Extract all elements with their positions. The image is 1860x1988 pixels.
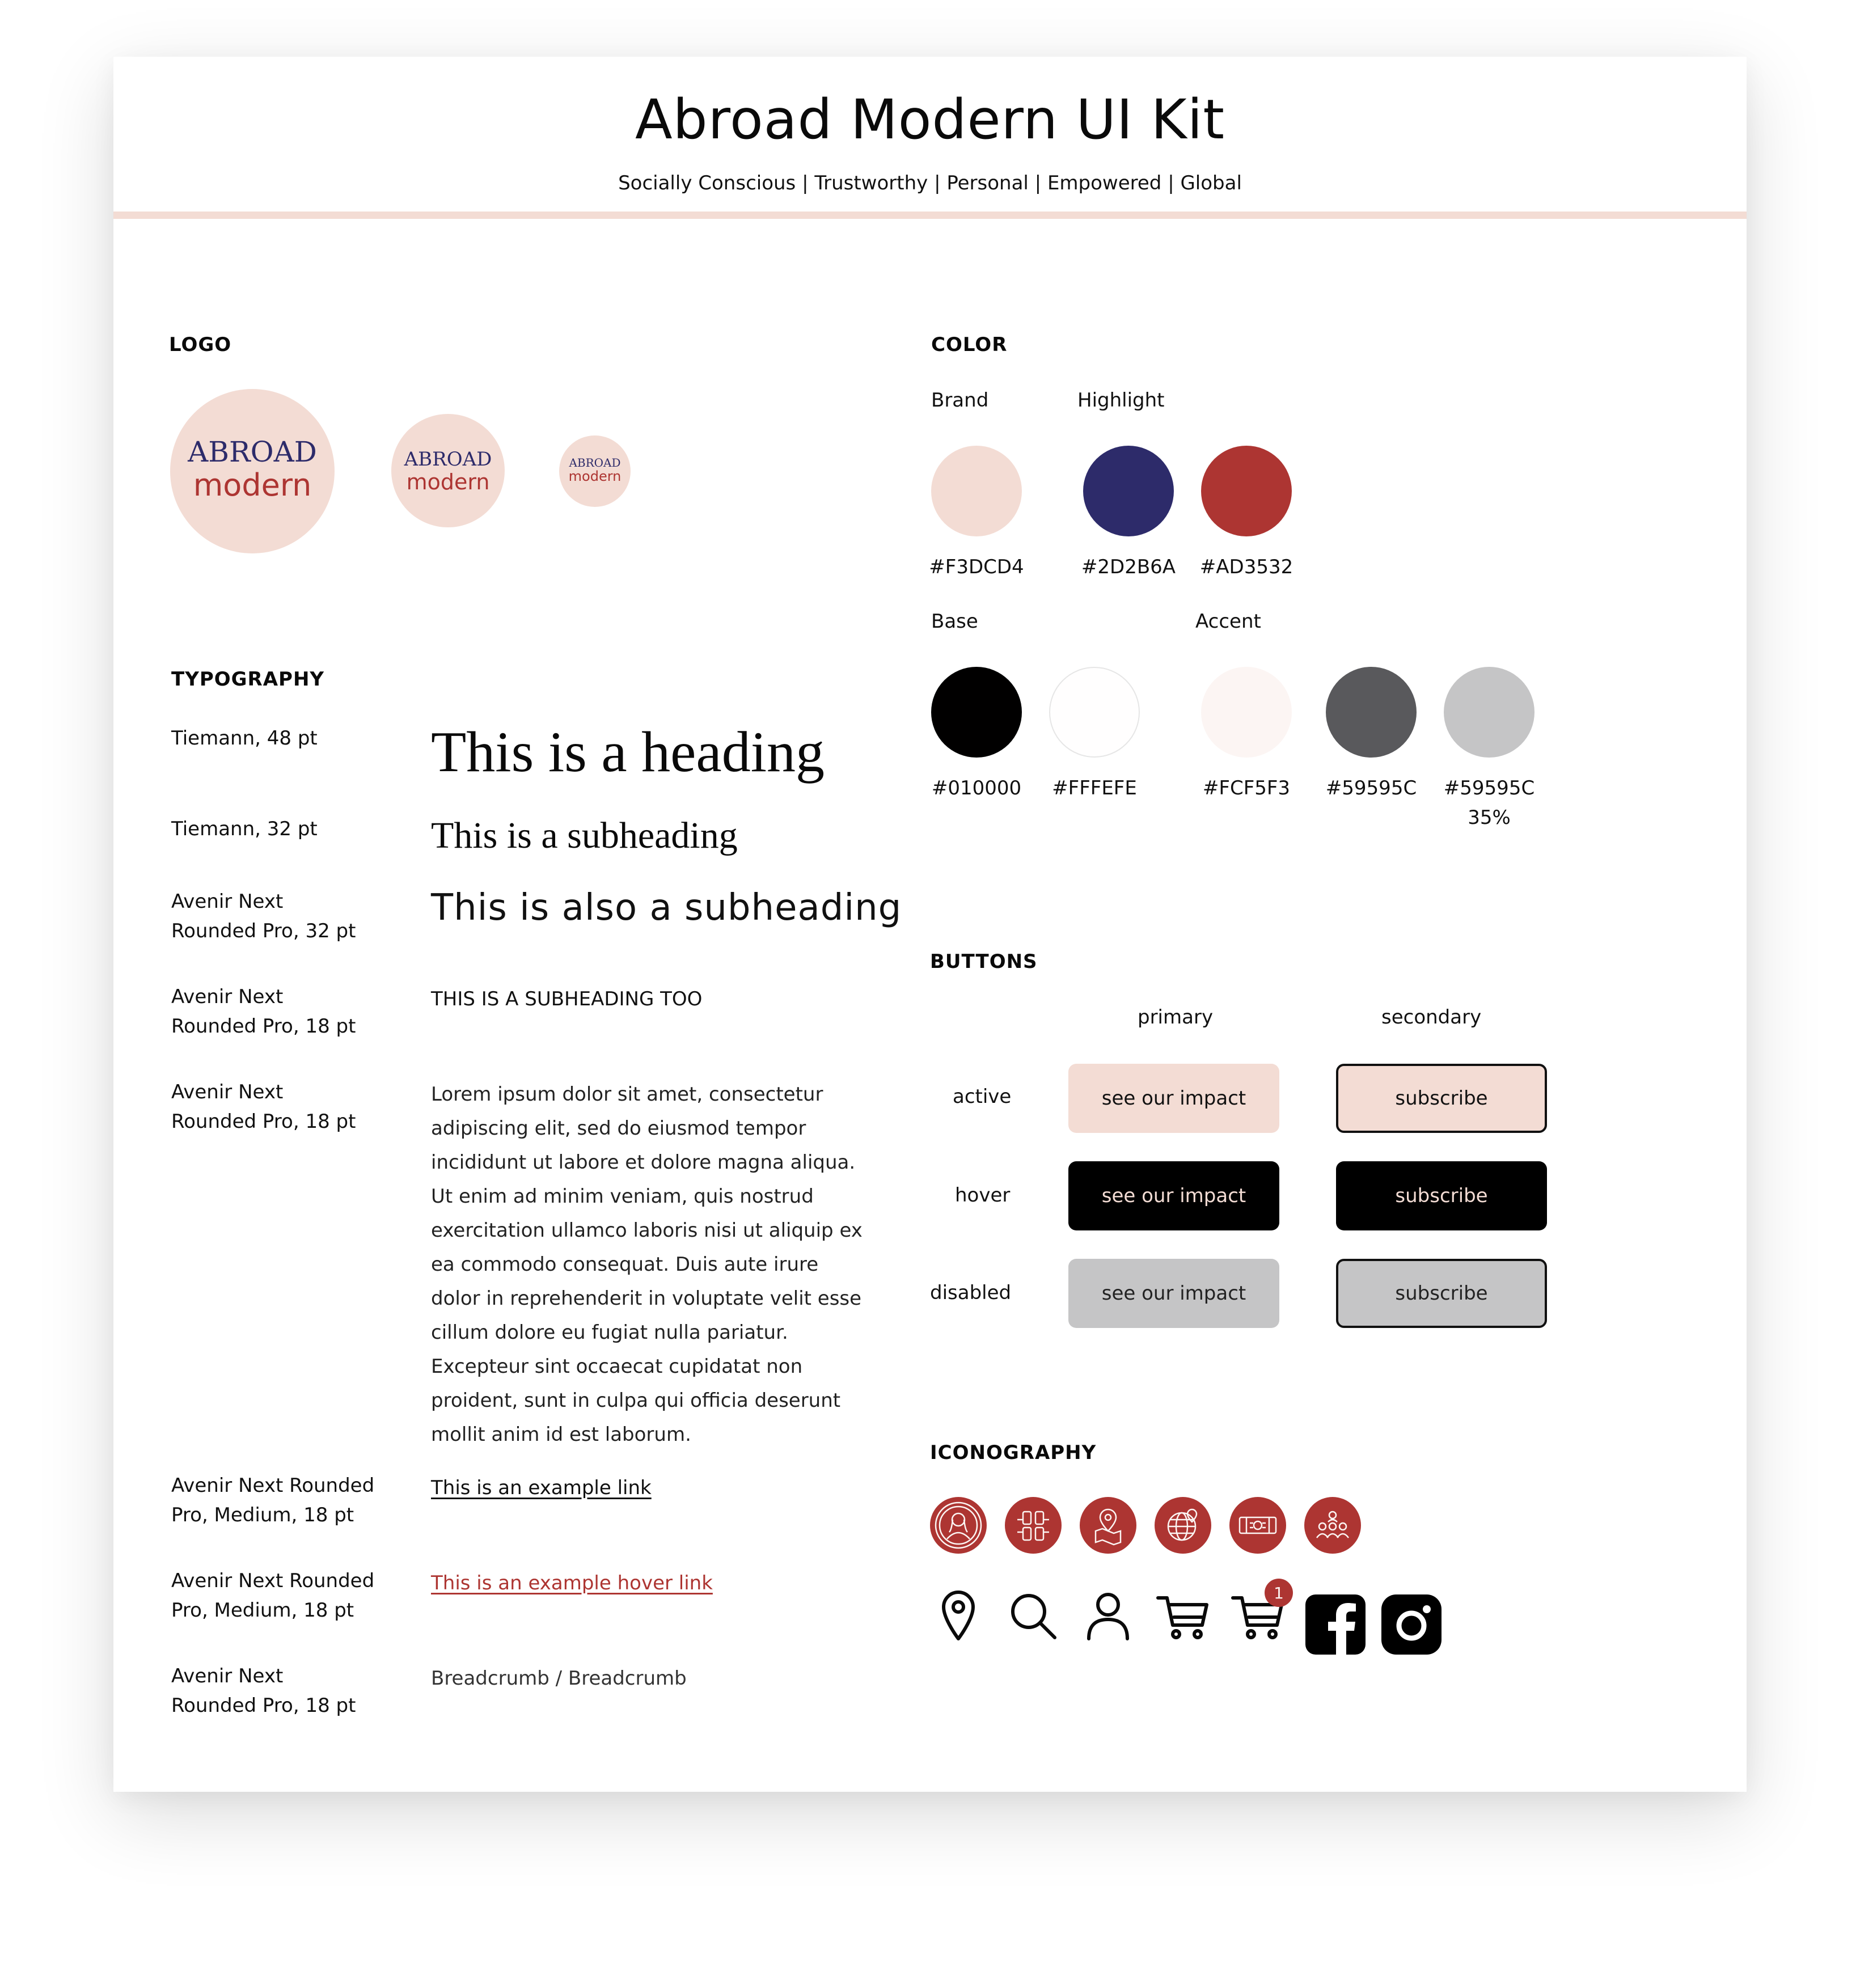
logo-word-abroad: ABROAD — [188, 435, 317, 468]
state-label-active: active — [953, 1085, 1012, 1108]
type-spec-label: Tiemann, 32 pt — [171, 818, 318, 840]
hex-label: #AD3532 — [1199, 556, 1293, 578]
map-pin-icon — [1080, 1497, 1136, 1554]
swatch-accent-blush — [1201, 667, 1292, 758]
type-spec-label: Tiemann, 48 pt — [171, 727, 318, 750]
woman-portrait-icon — [930, 1497, 987, 1554]
type-spec-label: Avenir Next Rounded Pro, 32 pt — [171, 890, 356, 942]
logo-medium — [391, 414, 505, 527]
hex-label: #FCF5F3 — [1202, 777, 1291, 800]
example-hover-link[interactable]: This is an example hover link — [431, 1572, 713, 1594]
group-people-icon — [1304, 1497, 1361, 1554]
primary-button-active[interactable]: see our impact — [1068, 1064, 1279, 1133]
secondary-column-label: secondary — [1381, 1006, 1482, 1029]
state-label-hover: hover — [955, 1184, 1011, 1207]
primary-button-hover[interactable]: see our impact — [1068, 1161, 1279, 1230]
header-divider — [113, 212, 1747, 219]
ui-kit-sheet — [113, 57, 1747, 1792]
cart-count-badge: 1 — [1265, 1579, 1293, 1607]
logo-word-abroad: ABROAD — [569, 456, 621, 469]
hex-label: #59595C — [1325, 777, 1417, 800]
globe-icon — [1155, 1497, 1211, 1554]
primary-button-disabled: see our impact — [1068, 1259, 1279, 1328]
type-spec-label: Avenir Next Rounded Pro, Medium, 18 pt — [171, 1570, 375, 1622]
swatch-base-black — [931, 667, 1022, 758]
swatch-accent-gray — [1326, 667, 1417, 758]
swatch-highlight-red — [1201, 446, 1292, 536]
body-text-sample: Lorem ipsum dolor sit amet, consectetur adipiscing elit, sed do eiusmod tempor incididunt ut labore et dolore magna aliqua. Ut enim ad minim veniam, quis nostrud exercitation ullamco laboris nisi ut aliquip ex ea commodo consequat. Duis aute irure dolor in reprehenderit in voluptate velit esse cillum dolore eu fugiat nulla pariatur. Excepteur sint occaecat cupidatat non proident, sunt in culpa qui officia deserunt mollit anim id est laborum. — [431, 1083, 863, 1446]
uppercase-subheading-sample: THIS IS A SUBHEADING TOO — [431, 988, 703, 1010]
logo-section-title: LOGO — [169, 333, 232, 356]
opacity-label: 35% — [1468, 806, 1511, 829]
hex-label: #2D2B6A — [1081, 556, 1176, 578]
accent-group-label: Accent — [1195, 610, 1261, 633]
instagram-icon[interactable] — [1380, 1593, 1443, 1656]
primary-column-label: primary — [1138, 1006, 1214, 1029]
typography-section-title: TYPOGRAPHY — [171, 668, 325, 691]
ticket-icon — [1229, 1497, 1286, 1554]
logo-word-modern: modern — [568, 468, 622, 484]
brand-group-label: Brand — [931, 389, 989, 412]
swatch-base-white — [1049, 667, 1140, 758]
secondary-button-active[interactable]: subscribe — [1336, 1064, 1547, 1133]
cart-icon[interactable] — [1155, 1588, 1211, 1644]
secondary-button-hover[interactable]: subscribe — [1336, 1161, 1547, 1230]
page-title: Abroad Modern UI Kit — [635, 88, 1225, 151]
brand-attributes: Socially Conscious | Trustworthy | Personal | Empowered | Global — [618, 172, 1242, 194]
swatch-accent-gray-35 — [1444, 667, 1534, 758]
logo-small — [559, 435, 631, 507]
state-label-disabled: disabled — [930, 1281, 1012, 1304]
logo-word-modern: modern — [193, 467, 312, 503]
rounded-subheading-sample: This is also a subheading — [431, 887, 902, 929]
base-group-label: Base — [931, 610, 978, 633]
hands-together-icon — [1005, 1497, 1062, 1554]
type-spec-label: Avenir Next Rounded Pro, 18 pt — [171, 1665, 356, 1717]
logo-word-abroad: ABROAD — [404, 448, 492, 471]
type-spec-label: Avenir Next Rounded Pro, 18 pt — [171, 985, 356, 1038]
logo-large — [170, 389, 335, 553]
example-link[interactable]: This is an example link — [431, 1477, 652, 1499]
heading-sample: This is a heading — [431, 720, 825, 784]
secondary-button-disabled: subscribe — [1336, 1259, 1547, 1328]
hex-label: #F3DCD4 — [929, 556, 1024, 578]
swatch-brand — [931, 446, 1022, 536]
iconography-section-title: ICONOGRAPHY — [930, 1441, 1097, 1464]
swatch-highlight-navy — [1083, 446, 1174, 536]
logo-word-modern: modern — [406, 469, 490, 494]
subheading-sample: This is a subheading — [431, 815, 738, 856]
location-pin-icon[interactable] — [930, 1588, 987, 1644]
hex-label: #FFFEFE — [1052, 777, 1137, 800]
user-icon[interactable] — [1080, 1588, 1136, 1644]
buttons-section-title: BUTTONS — [930, 950, 1038, 973]
search-icon[interactable] — [1005, 1588, 1062, 1644]
type-spec-label: Avenir Next Rounded Pro, Medium, 18 pt — [171, 1474, 375, 1526]
hex-label: #59595C — [1443, 777, 1535, 800]
facebook-icon[interactable] — [1304, 1593, 1367, 1656]
hex-label: #010000 — [931, 777, 1022, 800]
type-spec-label: Avenir Next Rounded Pro, 18 pt — [171, 1081, 356, 1133]
highlight-group-label: Highlight — [1077, 389, 1165, 412]
color-section-title: COLOR — [931, 333, 1008, 356]
breadcrumb[interactable]: Breadcrumb / Breadcrumb — [431, 1667, 687, 1690]
